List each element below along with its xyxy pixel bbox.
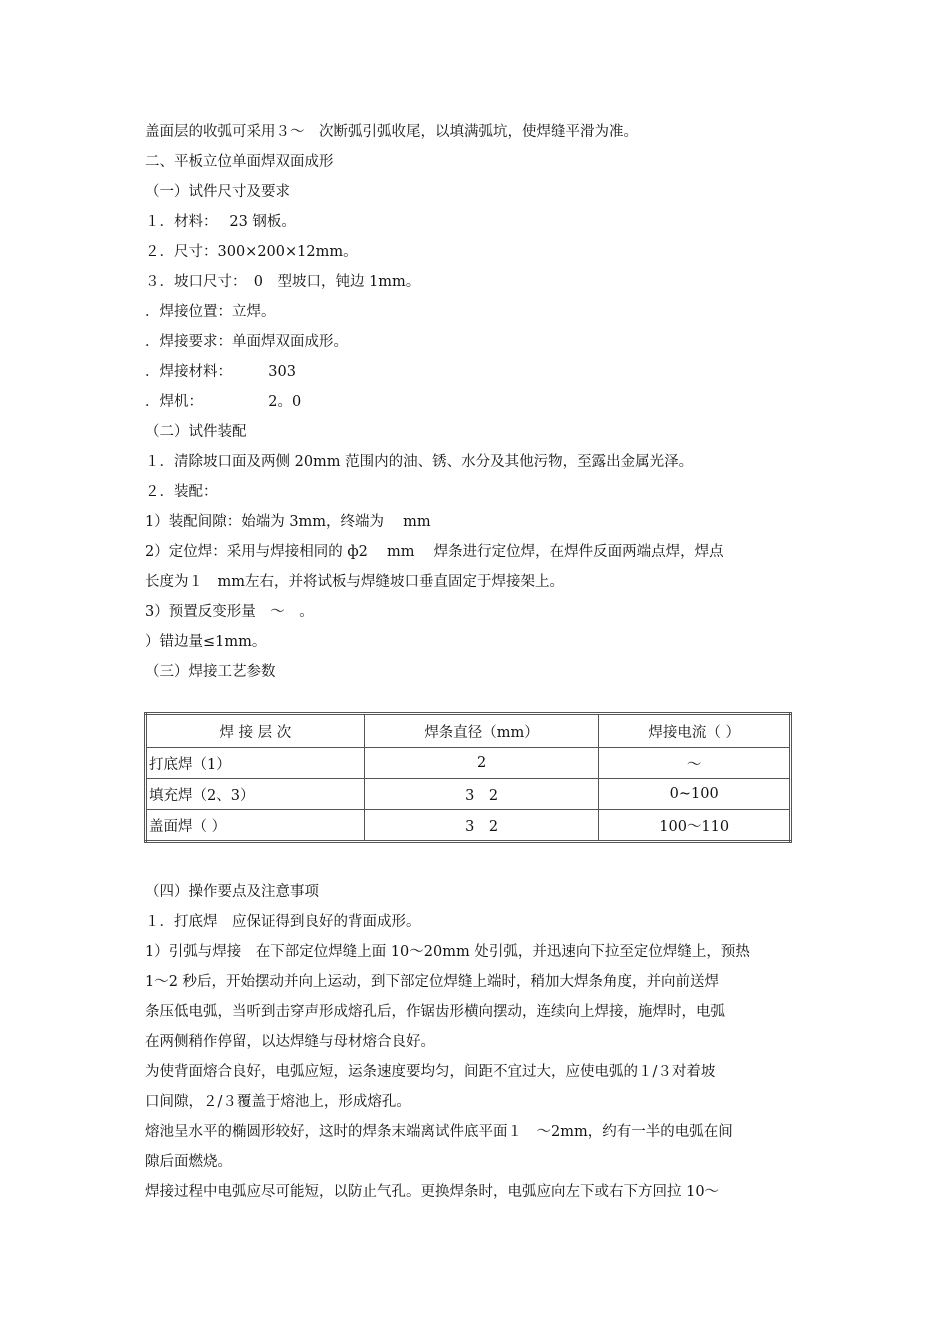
list-item: 3）预置反变形量 ～ 。 — [145, 604, 314, 620]
subsection-heading: （三）焊接工艺参数 — [145, 664, 276, 680]
paragraph-line: 口间隙，２/３覆盖于熔池上，形成熔孔。 — [145, 1094, 411, 1110]
list-item: 2）定位焊：采用与焊接相同的 ф2 mm 焊条进行定位焊，在焊件反面两端点焊，焊点 — [145, 544, 724, 560]
paragraph-line: 在两侧稍作停留，以达焊缝与母材熔合良好。 — [145, 1034, 435, 1050]
table-header-row — [146, 714, 791, 748]
list-item: ）错边量≤1mm。 — [145, 634, 267, 650]
list-item: 1）引弧与焊接 在下部定位焊缝上面 10～20mm 处引弧，并迅速向下拉至定位焊缝上，预热 — [145, 944, 750, 960]
paragraph-line: 为使背面熔合良好，电弧应短，运条速度要均匀，间距不宜过大，应使电弧的１/３对着坡 — [145, 1064, 716, 1080]
table-header-cell: 焊接电流（ ） — [599, 714, 791, 748]
list-item: ．焊机： 2。0 — [145, 394, 302, 410]
subsection-heading: （二）试件装配 — [145, 424, 247, 440]
paragraph-line: 焊接过程中电弧应尽可能短，以防止气孔。更换焊条时，电弧应向左下或右下方回拉 10～ — [145, 1184, 720, 1200]
list-item: ．焊接位置：立焊。 — [145, 304, 276, 320]
list-item: ．焊接材料： 303 — [145, 364, 296, 380]
paragraph-line: 隙后面燃烧。 — [145, 1154, 232, 1170]
table-cell: ～ — [599, 748, 791, 779]
table-header-cell: 焊条直径（mm） — [364, 714, 599, 748]
list-item: １．清除坡口面及两侧 20mm 范围内的油、锈、水分及其他污物，至露出金属光泽。 — [145, 454, 694, 470]
subsection-heading: （一）试件尺寸及要求 — [145, 184, 290, 200]
welding-parameters-table — [144, 712, 792, 843]
list-item: １．材料： 23 钢板。 — [145, 214, 296, 230]
table-cell: 打底焊（1） — [146, 748, 365, 779]
table-cell: 填充焊（2、3） — [146, 779, 365, 810]
table-cell: 3 2 — [364, 779, 599, 810]
subsection-heading: （四）操作要点及注意事项 — [145, 884, 319, 900]
table-cell: 2 — [364, 748, 599, 779]
list-item: ２．装配： — [145, 484, 218, 500]
list-item: ３．坡口尺寸： 0 型坡口，钝边 1mm。 — [145, 274, 421, 290]
paragraph-line: 长度为１ mm左右，并将试板与焊缝坡口垂直固定于焊接架上。 — [145, 574, 564, 590]
table-cell: 3 2 — [364, 810, 599, 842]
table-cell: 0~100 — [599, 779, 791, 810]
table-cell: 盖面焊（ ） — [146, 810, 365, 842]
table-row — [146, 779, 791, 810]
table-cell: 100～110 — [599, 810, 791, 842]
list-item: 1）装配间隙：始端为 3mm，终端为 mm — [145, 514, 431, 530]
list-item: ．焊接要求：单面焊双面成形。 — [145, 334, 348, 350]
list-item: ２．尺寸：300×200×12mm。 — [145, 244, 358, 260]
list-item: １．打底焊 应保证得到良好的背面成形。 — [145, 914, 421, 930]
table-row — [146, 748, 791, 779]
paragraph-line: 条压低电弧，当听到击穿声形成熔孔后，作锯齿形横向摆动，连续向上焊接，施焊时，电弧 — [145, 1004, 725, 1020]
section-heading: 二、平板立位单面焊双面成形 — [145, 154, 334, 170]
paragraph-line: 熔池呈水平的椭圆形较好，这时的焊条末端离试件底平面１ ～2mm，约有一半的电弧在间 — [145, 1124, 733, 1140]
paragraph-line: 1～2 秒后，开始摆动并向上运动，到下部定位焊缝上端时，稍加大焊条角度，并向前送焊 — [145, 974, 720, 990]
table-header-cell: 焊 接 层 次 — [146, 714, 365, 748]
table-row — [146, 810, 791, 842]
paragraph-line: 盖面层的收弧可采用３～ 次断弧引弧收尾，以填满弧坑，使焊缝平滑为准。 — [145, 124, 638, 140]
